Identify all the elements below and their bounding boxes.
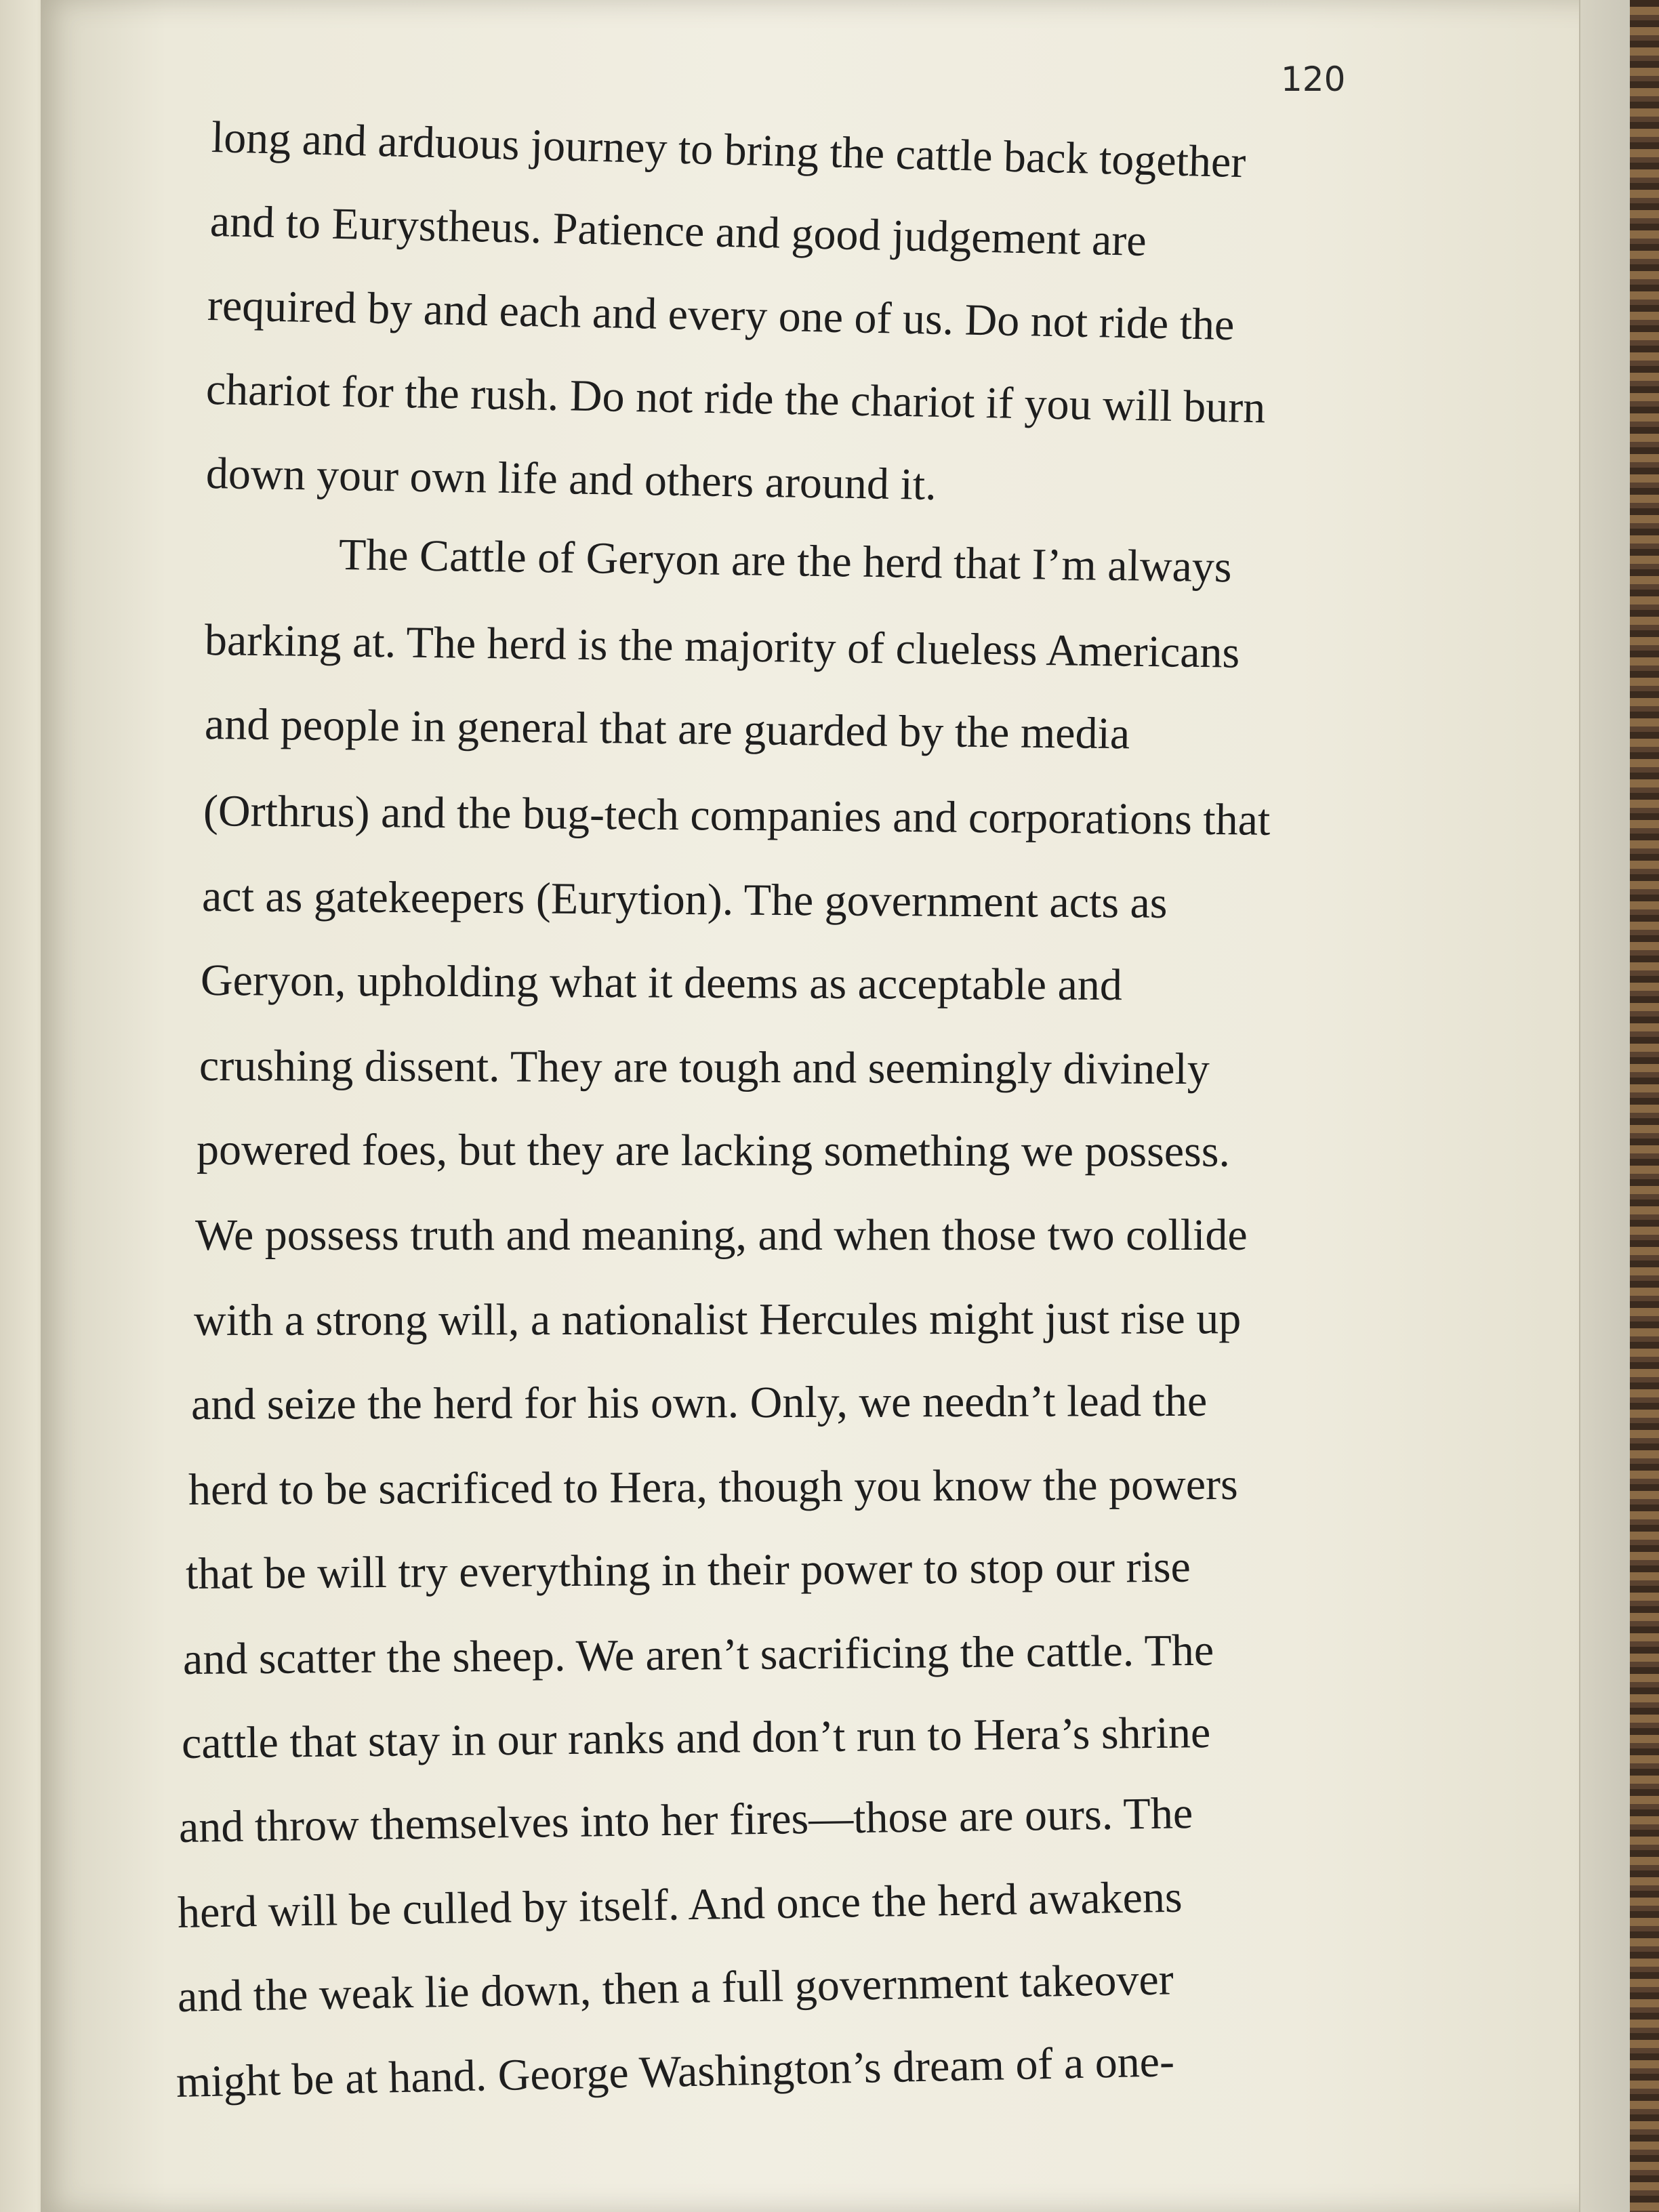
text-line: might be at hand. George Washington’s dream of a one- — [176, 2036, 1175, 2107]
page-number: 120 — [1281, 60, 1346, 99]
text-line: and throw themselves into her fires—those are ours. The — [178, 1788, 1193, 1852]
text-line: The Cattle of Geryon are the herd that I’m always — [338, 530, 1233, 592]
text-line: We possess truth and meaning, and when those two collide — [195, 1210, 1248, 1260]
text-line: and to Eurystheus. Patience and good judgement are — [209, 197, 1147, 266]
text-line: and people in general that are guarded by the media — [204, 699, 1130, 759]
text-line: required by and each and every one of us. Do not ride the — [207, 281, 1235, 350]
text-line: crushing dissent. They are tough and seemingly divinely — [199, 1041, 1210, 1094]
text-line: act as gatekeepers (Eurytion). The government acts as — [201, 872, 1168, 928]
text-line: barking at. The herd is the majority of clueless Americans — [204, 615, 1240, 678]
text-line: and scatter the sheep. We aren’t sacrificing the cattle. The — [182, 1625, 1214, 1684]
text-line: herd to be sacrificed to Hera, though you know the powers — [188, 1459, 1238, 1515]
text-line: with a strong will, a nationalist Hercules might just rise up — [193, 1294, 1242, 1345]
text-line: and seize the herd for his own. Only, we needn’t lead the — [190, 1376, 1208, 1429]
text-line: (Orthrus) and the bug-tech companies and corporations that — [203, 786, 1271, 845]
text-line: long and arduous journey to bring the cattle back together — [211, 112, 1247, 188]
text-line: chariot for the rush. Do not ride the chariot if you will burn — [205, 365, 1266, 433]
text-line: cattle that stay in our ranks and don’t run to Hera’s shrine — [181, 1708, 1211, 1768]
text-line: herd will be culled by itself. And once the herd awakens — [177, 1872, 1183, 1938]
text-line: Geryon, upholding what it deems as acceptable and — [200, 956, 1123, 1010]
text-line: that be will try everything in their power to stop our rise — [185, 1542, 1191, 1599]
text-line: powered foes, but they are lacking something we possess. — [196, 1125, 1231, 1176]
text-line: and the weak lie down, then a full government takeover — [177, 1954, 1174, 2022]
text-line: down your own life and others around it. — [205, 449, 937, 510]
